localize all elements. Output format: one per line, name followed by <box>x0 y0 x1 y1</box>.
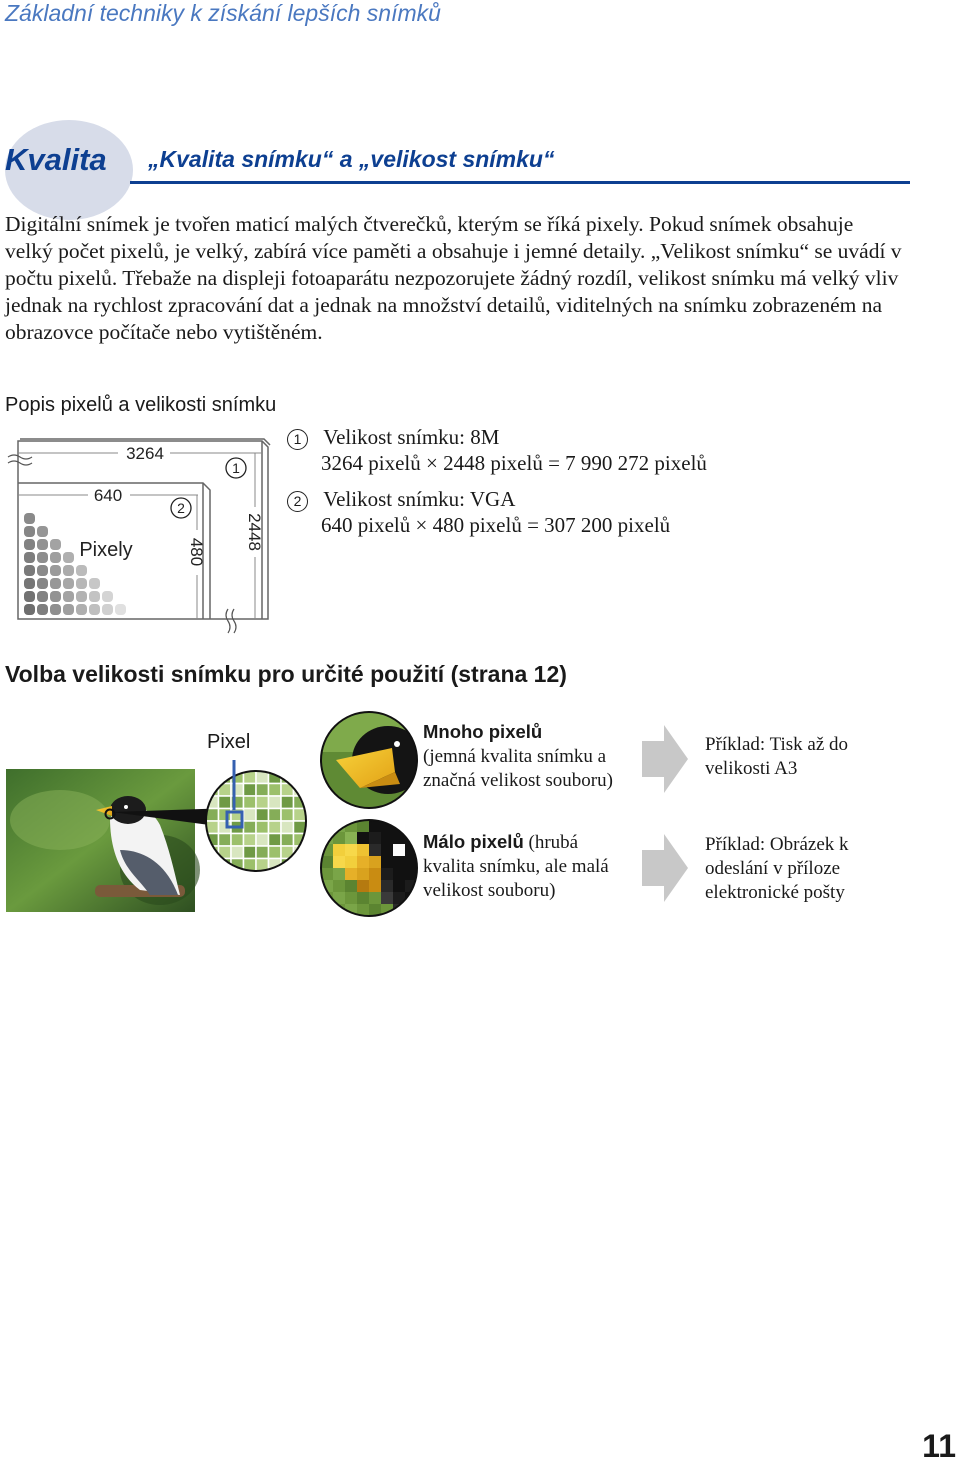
pixel-cell <box>294 771 307 784</box>
pixel-dot <box>50 578 61 589</box>
pixel-cell <box>256 784 269 797</box>
coarse-pixel <box>405 820 417 832</box>
legend-2-line2: 640 pixelů × 480 pixelů = 307 200 pixelů <box>321 513 671 537</box>
pixel-cell <box>244 784 257 797</box>
pixel-dot <box>115 604 126 615</box>
pixel-dot <box>37 539 48 550</box>
pixel-dots <box>24 513 126 615</box>
pixel-cell <box>244 809 257 822</box>
pixel-dot <box>76 578 87 589</box>
coarse-pixel <box>357 844 369 856</box>
pixel-cell <box>281 821 294 834</box>
pixel-dot <box>89 578 100 589</box>
pixel-dot <box>89 604 100 615</box>
legend-2-line1: Velikost snímku: VGA <box>323 487 516 511</box>
pixel-cell <box>219 796 232 809</box>
pixel-dot <box>50 604 61 615</box>
pixel-dot <box>37 591 48 602</box>
pixel-cell <box>256 809 269 822</box>
few-pixels-heading: Málo pixelů <box>423 831 524 852</box>
height-small-label: 480 <box>187 537 206 567</box>
coarse-pixel <box>369 868 381 880</box>
section-tag: Kvalita <box>5 142 107 177</box>
bird-head-detail-fine <box>321 712 420 808</box>
pixel-cell <box>269 809 282 822</box>
coarse-pixel <box>345 844 357 856</box>
usage-title: Volba velikosti snímku pro určité použití (strana 12) <box>5 661 567 687</box>
coarse-pixel <box>369 880 381 892</box>
pixel-cell <box>269 821 282 834</box>
pixel-cell <box>281 834 294 847</box>
pixel-dot <box>37 565 48 576</box>
coarse-pixel <box>321 904 333 916</box>
pixel-cell <box>269 796 282 809</box>
break-mark-left <box>8 455 32 465</box>
pixel-dot <box>50 591 61 602</box>
pixel-dot <box>76 591 87 602</box>
pixel-dot <box>24 513 35 524</box>
few-pixels-text: (hrubá kvalita snímku, ale malá velikost souboru) <box>423 832 609 901</box>
pixel-label: Pixel <box>207 731 251 753</box>
coarse-pixel <box>357 856 369 868</box>
coarse-pixel <box>381 880 393 892</box>
pixel-cell <box>244 821 257 834</box>
pixel-cell <box>269 784 282 797</box>
intro-text <box>5 211 905 346</box>
coarse-pixel <box>381 892 393 904</box>
legend-number-1: 1 <box>287 429 308 450</box>
pixel-grid-magnifier <box>206 760 306 871</box>
pixels-label: Pixely <box>79 539 133 561</box>
many-pixels-text: (jemná kvalita snímku a značná velikost souboru) <box>423 746 613 791</box>
pixel-cell <box>244 796 257 809</box>
pixel-dot <box>76 565 87 576</box>
pixel-cell <box>219 809 232 822</box>
coarse-pixel <box>393 868 405 880</box>
coarse-pixel <box>357 880 369 892</box>
page-header: Základní techniky k získání lepších snímků <box>5 0 441 26</box>
legend-item-2 <box>287 487 515 512</box>
few-pixels-example: Příklad: Obrázek k odeslání v příloze elektronické pošty <box>705 834 849 903</box>
pixel-dot <box>89 591 100 602</box>
coarse-pixel <box>345 892 357 904</box>
legend-item-1 <box>287 425 499 450</box>
coarse-pixel <box>333 880 345 892</box>
coarse-pixel <box>393 856 405 868</box>
pixel-dot <box>37 604 48 615</box>
coarse-pixel <box>333 844 345 856</box>
pixel-dot <box>50 552 61 563</box>
pixel-dot <box>37 526 48 537</box>
pixel-cell <box>269 834 282 847</box>
pixel-dot <box>24 591 35 602</box>
bird-head-detail-coarse <box>321 820 417 916</box>
pixel-cell <box>269 846 282 859</box>
width-small-label: 640 <box>93 486 123 505</box>
pixel-cell <box>294 859 307 872</box>
pixel-cell <box>256 821 269 834</box>
pixel-cell <box>206 771 219 784</box>
coarse-pixel <box>369 856 381 868</box>
pixel-cell <box>281 809 294 822</box>
pixel-dot <box>63 578 74 589</box>
intro-paragraph: Digitální snímek je tvořen maticí malých čtverečků, kterým se říká pixely. Pokud snímek obsahuje velký počet pixelů, je velký, zabírá více paměti a obsahuje i jemné detaily. „Velikost snímku“ se uvádí v počtu pixelů. Třebaže na displeji fotoaparátu nezpozorujete žádný rozdíl, velikost snímku má velký vliv jednak na rychlost zpracování dat a jednak na množství detailů, viditelných na snímku zobrazeném na obrazovce počítače nebo vytištěném. <box>5 212 902 344</box>
marker-2-label: 2 <box>177 500 185 516</box>
many-pixels-heading: Mnoho pixelů <box>423 721 543 742</box>
coarse-pixel <box>381 856 393 868</box>
pixel-cell <box>231 834 244 847</box>
arrow-right-icon <box>640 832 690 904</box>
bird-illustration <box>0 700 420 940</box>
pixel-cell <box>281 796 294 809</box>
coarse-pixel <box>381 868 393 880</box>
legend-1-line1: Velikost snímku: 8M <box>323 425 500 449</box>
coarse-pixel <box>345 880 357 892</box>
pixel-dot <box>37 552 48 563</box>
legend-number-2: 2 <box>287 491 308 512</box>
pixel-dot <box>63 552 74 563</box>
few-pixels-description <box>423 830 623 903</box>
coarse-pixel <box>357 832 369 844</box>
pixel-dot <box>24 578 35 589</box>
pixel-dot <box>24 539 35 550</box>
coarse-pixel <box>345 832 357 844</box>
coarse-pixel <box>333 856 345 868</box>
pixel-dot <box>37 578 48 589</box>
bird-photo <box>6 769 200 912</box>
pixel-cell <box>206 859 219 872</box>
pixel-dot <box>63 565 74 576</box>
page-number: 11 <box>922 1428 956 1464</box>
pixel-cell <box>256 796 269 809</box>
pixel-dot <box>24 552 35 563</box>
pixel-cell <box>219 834 232 847</box>
arrow-right-icon <box>640 723 690 795</box>
pixel-size-diagram <box>0 425 290 635</box>
pixel-dot <box>50 565 61 576</box>
pixel-cell <box>231 846 244 859</box>
many-pixels-description <box>423 720 623 793</box>
pixel-cell <box>256 846 269 859</box>
coarse-pixel <box>333 868 345 880</box>
coarse-pixel <box>369 844 381 856</box>
legend-1-line2: 3264 pixelů × 2448 pixelů = 7 990 272 pixelů <box>321 451 707 475</box>
coarse-pixel <box>345 868 357 880</box>
pixel-dot <box>24 526 35 537</box>
coarse-pixel <box>393 844 405 856</box>
pixel-dot <box>24 565 35 576</box>
coarse-pixel <box>381 832 393 844</box>
marker-1-label: 1 <box>232 460 240 476</box>
coarse-pixel <box>405 904 417 916</box>
coarse-pixel <box>393 880 405 892</box>
pixel-cell <box>256 834 269 847</box>
pixel-dot <box>24 604 35 615</box>
coarse-pixel <box>369 832 381 844</box>
break-mark-bottom <box>226 609 236 633</box>
width-large-label: 3264 <box>126 444 164 463</box>
pixel-dot <box>102 604 113 615</box>
pixel-cell <box>244 834 257 847</box>
pixel-dot <box>63 591 74 602</box>
height-large-label: 2448 <box>245 513 264 551</box>
pixel-dot <box>50 539 61 550</box>
coarse-pixel <box>357 892 369 904</box>
pixel-cell <box>244 846 257 859</box>
coarse-pixel <box>369 892 381 904</box>
pixel-dot <box>102 591 113 602</box>
pixel-dot <box>63 604 74 615</box>
section-rule <box>130 181 910 184</box>
section-title: „Kvalita snímku“ a „velikost snímku“ <box>148 146 555 172</box>
many-pixels-example: Příklad: Tisk až do velikosti A3 <box>705 734 849 779</box>
diagram-title: Popis pixelů a velikosti snímku <box>5 394 277 416</box>
coarse-pixel <box>345 856 357 868</box>
coarse-pixel <box>381 844 393 856</box>
coarse-pixel <box>321 820 333 832</box>
pixel-dot <box>76 604 87 615</box>
coarse-pixel <box>357 868 369 880</box>
